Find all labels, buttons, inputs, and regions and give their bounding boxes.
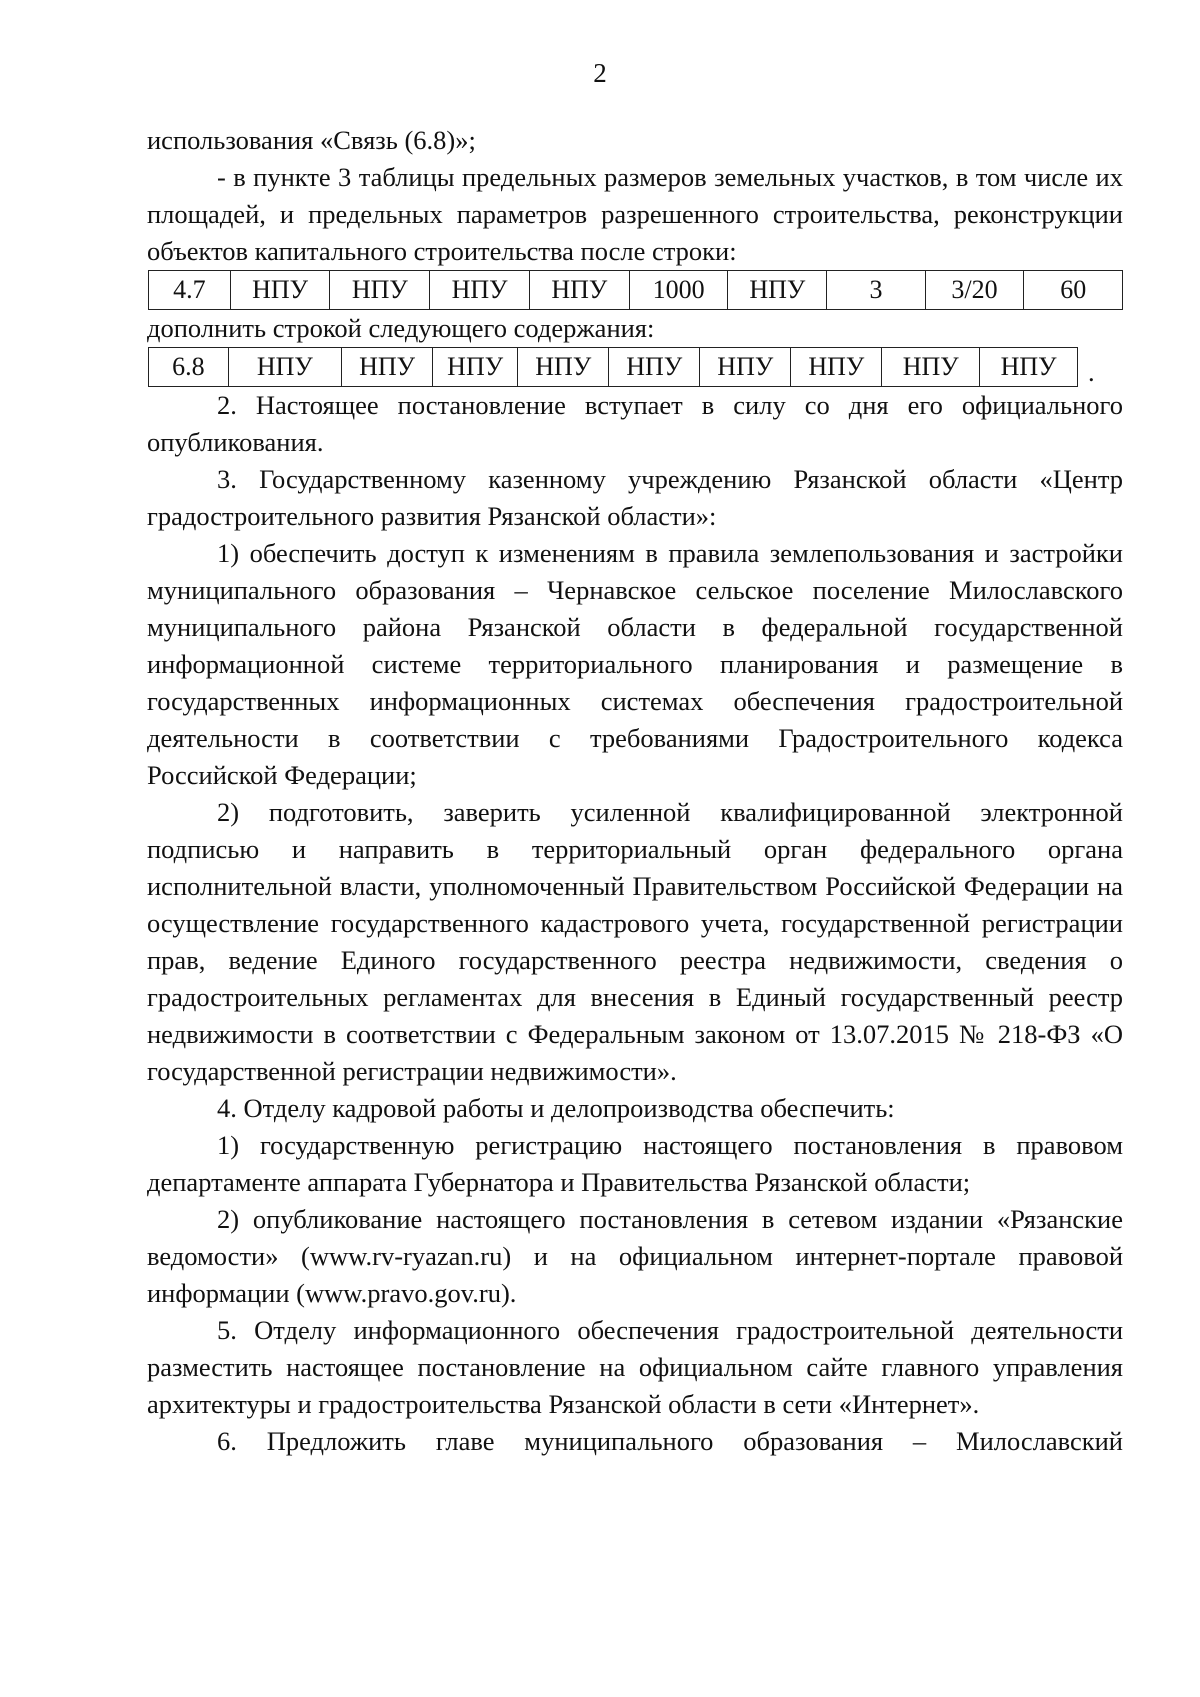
table-cell: 1000 <box>629 271 728 310</box>
table-cell: НПУ <box>430 271 530 310</box>
table-cell: 6.8 <box>149 348 229 387</box>
paragraph-item-3-2: 2) подготовить, заверить усиленной квалифицированной электронной подписью и направить в территориальный орган федерального органа исполнительной власти, уполномоченный Правительством Российской Федерации на осуществление государственного кадастрового учета, государственной регистрации прав, ведение Единого государственного реестра недвижимости, сведения о градостроительных регламентах для внесения в Единый государственный реестр недвижимости в соответствии с Федеральным законом от 13.07.2015 № 218-ФЗ «О государственной регистрации недвижимости». <box>147 797 1123 1086</box>
table-cell: НПУ <box>728 271 827 310</box>
paragraph-item-4-2: 2) опубликование настоящего постановления в сетевом издании «Рязанские ведомости» (www.rv-ryazan.ru) и на официальном интернет-портале правовой информации (www.pravo.gov.ru). <box>147 1204 1123 1308</box>
paragraph-item-4: 4. Отделу кадровой работы и делопроизводства обеспечить: <box>217 1093 895 1123</box>
table-cell: НПУ <box>791 348 882 387</box>
table-cell: НПУ <box>330 271 430 310</box>
table-cell: 3/20 <box>925 271 1024 310</box>
table-cell: НПУ <box>882 348 980 387</box>
document-body <box>147 122 1123 1460</box>
page-number: 2 <box>593 58 607 88</box>
existing-table-row <box>148 270 1123 310</box>
row-terminator: . <box>1088 357 1095 387</box>
table-cell: 4.7 <box>149 271 231 310</box>
paragraph-item-2: 2. Настоящее постановление вступает в силу со дня его официального опубликования. <box>147 390 1123 457</box>
table-cell: НПУ <box>700 348 791 387</box>
table-cell: НПУ <box>518 348 609 387</box>
table-cell: НПУ <box>609 348 700 387</box>
table-cell: 3 <box>827 271 926 310</box>
paragraph-continuation: использования «Связь (6.8)»; <box>147 125 476 155</box>
paragraph-item-3-1: 1) обеспечить доступ к изменениям в правила землепользования и застройки муниципального образования – Чернавское сельское поселение Милославского муниципального района Рязанской области в федеральной государственной информационной системе территориального планирования и размещение в государственных информационных системах обеспечения градостроительной деятельности в соответствии с требованиями Градостроительного кодекса Российской Федерации; <box>147 538 1123 790</box>
paragraph-table-amendment: - в пункте 3 таблицы предельных размеров земельных участков, в том числе их площадей, и предельных параметров разрешенного строительства, реконструкции объектов капитального строительства после строки: <box>147 162 1123 266</box>
table-cell: 60 <box>1024 271 1123 310</box>
table-cell: НПУ <box>433 348 518 387</box>
paragraph-item-5: 5. Отделу информационного обеспечения градостроительной деятельности разместить настоящее постановление на официальном сайте главного управления архитектуры и градостроительства Рязанской области в сети «Интернет». <box>147 1315 1123 1419</box>
paragraph-add-row: дополнить строкой следующего содержания: <box>147 313 655 343</box>
table-cell: НПУ <box>230 271 330 310</box>
paragraph-item-4-1: 1) государственную регистрацию настоящего постановления в правовом департаменте аппарата Губернатора и Правительства Рязанской области; <box>147 1130 1123 1197</box>
paragraph-item-3: 3. Государственному казенному учреждению Рязанской области «Центр градостроительного развития Рязанской области»: <box>147 464 1123 531</box>
table-cell: НПУ <box>980 348 1078 387</box>
table-cell: НПУ <box>342 348 433 387</box>
table-cell: НПУ <box>228 348 341 387</box>
paragraph-item-6: 6. Предложить главе муниципального образования – Милославский <box>217 1426 1123 1456</box>
new-table-row <box>148 347 1078 387</box>
table-cell: НПУ <box>529 271 629 310</box>
